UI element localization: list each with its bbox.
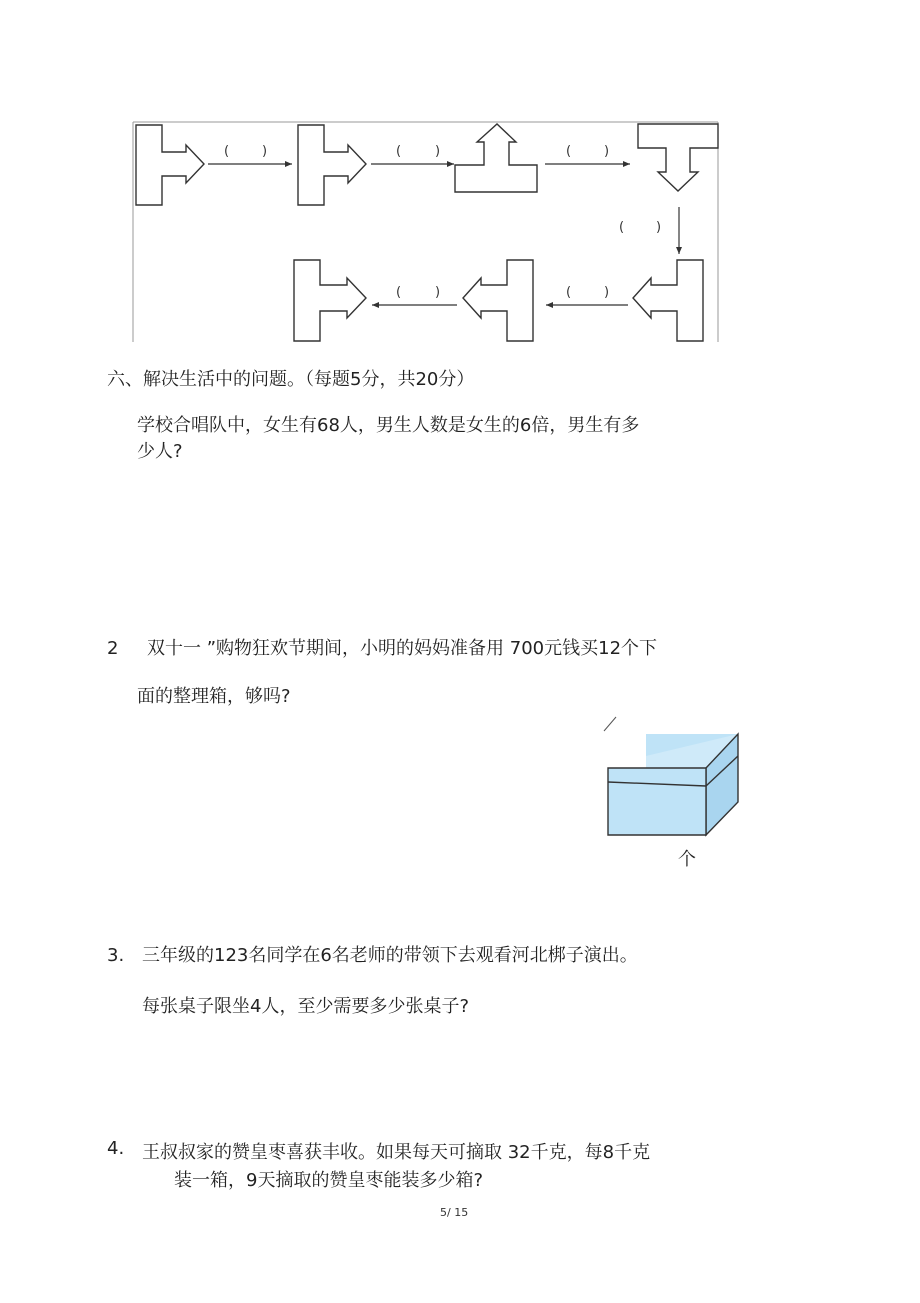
blank-6-close: ) bbox=[435, 285, 441, 300]
q2-number: 2 bbox=[107, 638, 119, 659]
shape-3-arrow-up bbox=[455, 124, 537, 192]
blank-2-open: ( bbox=[396, 144, 402, 159]
blank-6-open: ( bbox=[396, 285, 402, 300]
q2-line2: 面的整理箱，够吗? bbox=[137, 686, 291, 707]
storage-box-illustration bbox=[596, 712, 746, 842]
blank-4-close: ) bbox=[656, 220, 662, 235]
shape-7-arrow-right bbox=[294, 260, 366, 341]
blank-5-open: ( bbox=[566, 285, 572, 300]
blank-2-close: ) bbox=[435, 144, 441, 159]
q2-line1: 双十一 ”购物狂欢节期间，小明的妈妈准备用 700元钱买12个下 bbox=[147, 638, 658, 659]
q1-line2: 少人? bbox=[137, 441, 183, 462]
shape-2-arrow-right bbox=[298, 125, 366, 205]
shape-4-arrow-down bbox=[638, 124, 718, 191]
blank-5-close: ) bbox=[604, 285, 610, 300]
blank-3-close: ) bbox=[604, 144, 610, 159]
blank-3-open: ( bbox=[566, 144, 572, 159]
q4-line2: 装一箱，9天摘取的赞皇枣能装多少箱? bbox=[174, 1170, 484, 1191]
blank-1-close: ) bbox=[262, 144, 268, 159]
q3-number: 3. bbox=[107, 945, 125, 966]
page-number: 5/ 15 bbox=[440, 1206, 469, 1219]
q1-line1: 学校合唱队中，女生有68人，男生人数是女生的6倍，男生有多 bbox=[137, 415, 640, 436]
shape-6-arrow-left bbox=[463, 260, 533, 341]
shape-1-arrow-right bbox=[136, 125, 204, 205]
box-front bbox=[608, 768, 706, 835]
blank-1-open: ( bbox=[224, 144, 230, 159]
q4-line1: 王叔叔家的赞皇枣喜获丰收。如果每天可摘取 32千克，每8千克 bbox=[142, 1142, 651, 1163]
q4-number: 4. bbox=[107, 1138, 125, 1159]
blank-4-open: ( bbox=[619, 220, 625, 235]
q3-line1: 三年级的123名同学在6名老师的带领下去观看河北梆子演出。 bbox=[142, 945, 638, 966]
section-6-heading: 六、解决生活中的问题。（每题5分，共20分） bbox=[107, 369, 475, 390]
box-dimension-tick bbox=[604, 717, 616, 731]
transformation-diagram bbox=[0, 0, 920, 360]
diagram-frame bbox=[133, 122, 718, 342]
q2-unit-label: 个 bbox=[678, 849, 696, 870]
q3-line2: 每张桌子限坐4人，至少需要多少张桌子? bbox=[142, 996, 470, 1017]
shape-5-arrow-left bbox=[633, 260, 703, 341]
